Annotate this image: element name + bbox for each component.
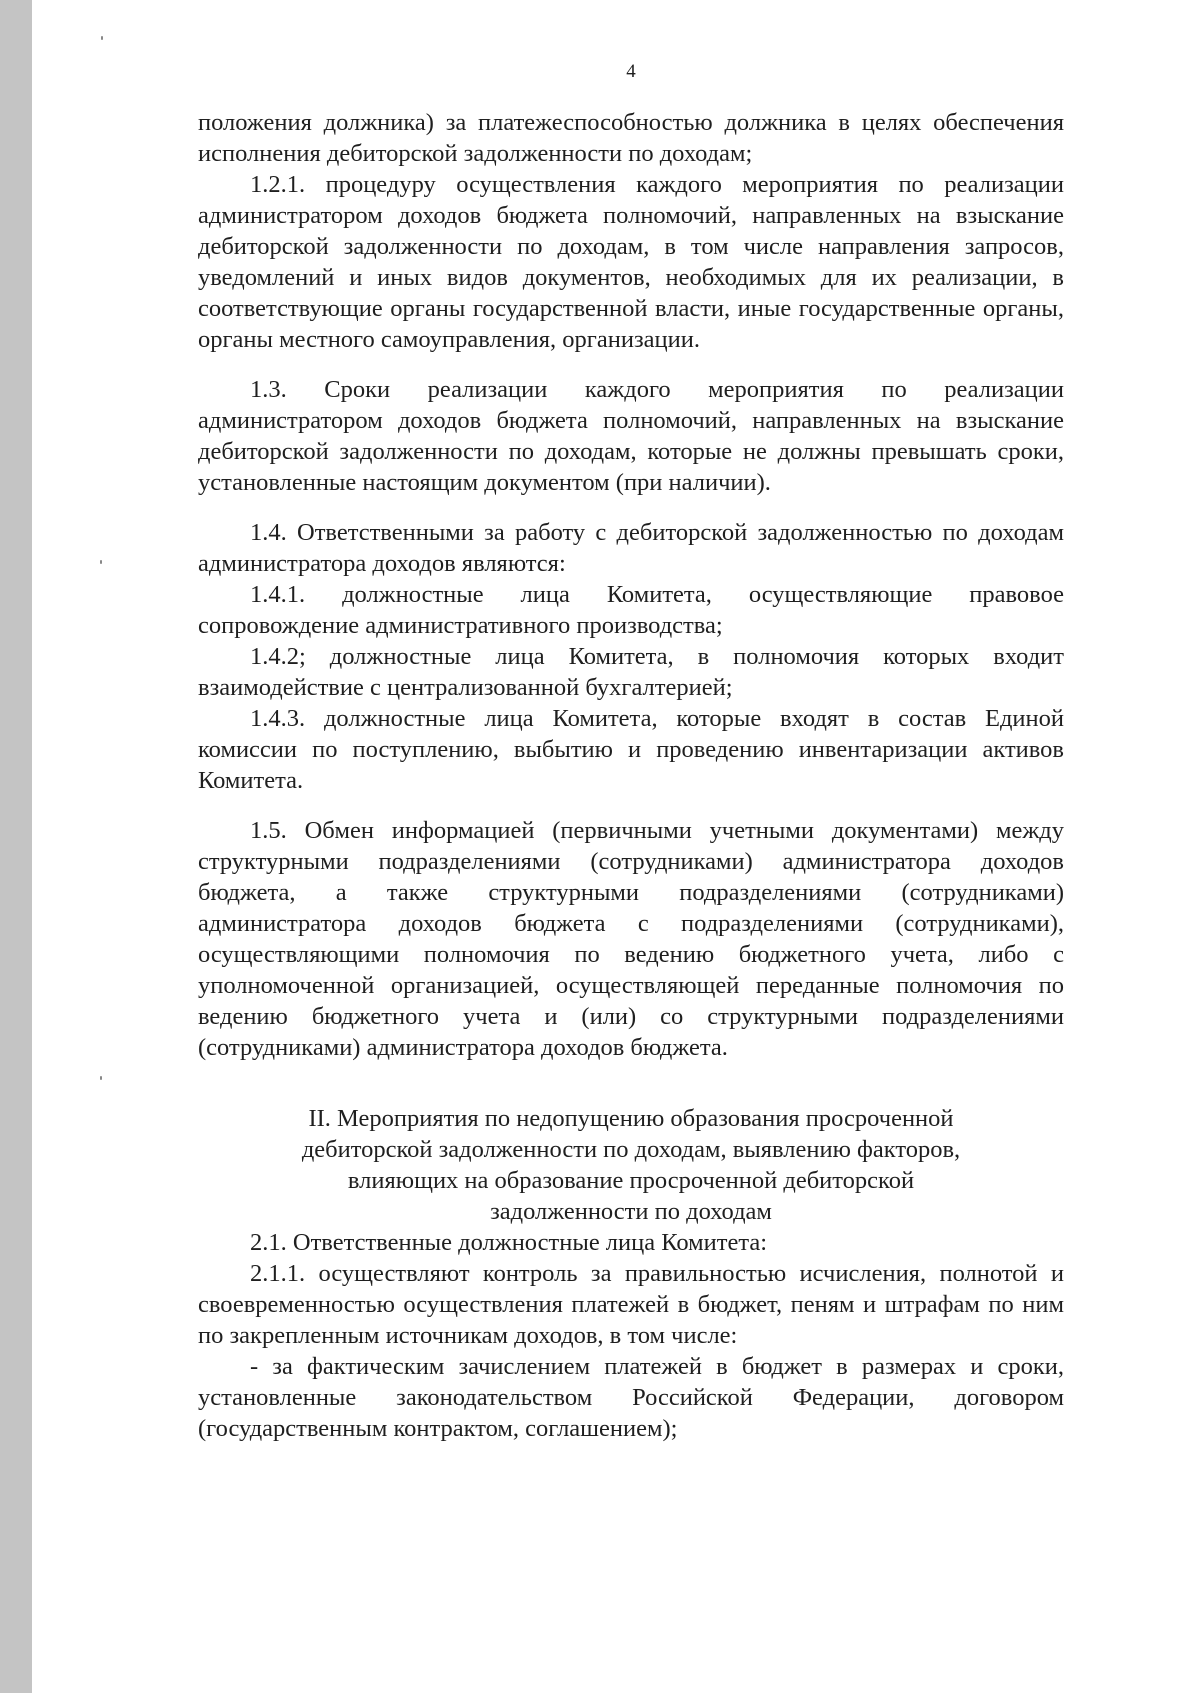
- paragraph: 1.3. Сроки реализации каждого мероприятия по реализации администратором доходов бюджета полномочий, направленных на взыскание дебиторской задолженности по доходам, которые не должны превышать сроки, установленные настоящим документом (при наличии).: [198, 376, 1064, 496]
- paragraph: положения должника) за платежеспособностью должника в целях обеспечения исполнения дебиторской задолженности по доходам;: [198, 109, 1064, 167]
- paragraph: 1.5. Обмен информацией (первичными учетными документами) между структурными подразделениями (сотрудниками) администратора доходов бюджета, а также структурными подразделениями (сотрудниками) администратора доходов бюджета с подразделениями (сотрудниками), осуществляющими полномочия по ведению бюджетного учета, либо с уполномоченной организацией, осуществляющей переданные полномочия по ведению бюджетного учета и (или) со структурными подразделениями (сотрудниками) администратора доходов бюджета.: [198, 817, 1064, 1061]
- section-heading-line: влияющих на образование просроченной дебиторской: [347, 1167, 915, 1194]
- paragraph: 1.2.1. процедуру осуществления каждого мероприятия по реализации администратором доходов бюджета полномочий, направленных на взыскание дебиторской задолженности по доходам, в том числе направления запросов, уведомлений и иных видов документов, необходимых для их реализации, в соответствующие органы государственной власти, иные государственные органы, органы местного самоуправления, организации.: [198, 171, 1064, 353]
- scan-margin-strip: [0, 0, 32, 1693]
- section-heading-line: дебиторской задолженности по доходам, выявлению факторов,: [301, 1136, 961, 1163]
- paragraphs-before-section: [198, 107, 1064, 1063]
- paragraph: 1.4.1. должностные лица Комитета, осуществляющие правовое сопровождение административного производства;: [198, 581, 1064, 639]
- section-heading-line: II. Мероприятия по недопущению образования просроченной: [308, 1105, 954, 1132]
- scan-speck: [101, 36, 103, 40]
- paragraph: 2.1. Ответственные должностные лица Комитета:: [250, 1229, 768, 1256]
- page-number: 4: [626, 61, 636, 82]
- scan-speck: [100, 1076, 102, 1080]
- document-body: [198, 107, 1064, 1444]
- paragraph: 1.4.2; должностные лица Комитета, в полномочия которых входит взаимодействие с централизованной бухгалтерией;: [198, 643, 1064, 701]
- section-heading-line: задолженности по доходам: [490, 1198, 772, 1225]
- paragraph: 1.4.3. должностные лица Комитета, которые входят в состав Единой комиссии по поступлению, выбытию и проведению инвентаризации активов Комитета.: [198, 705, 1064, 794]
- section-heading: [198, 1103, 1064, 1227]
- paragraphs-after-section: [198, 1227, 1064, 1444]
- paragraph: - за фактическим зачислением платежей в бюджет в размерах и сроки, установленные законодательством Российской Федерации, договором (государственным контрактом, соглашением);: [198, 1353, 1064, 1442]
- paragraph: 2.1.1. осуществляют контроль за правильностью исчисления, полнотой и своевременностью осуществления платежей в бюджет, пеням и штрафам по ним по закрепленным источникам доходов, в том числе:: [198, 1260, 1064, 1349]
- paragraph: 1.4. Ответственными за работу с дебиторской задолженностью по доходам администратора доходов являются:: [198, 519, 1064, 577]
- scan-speck: [100, 560, 102, 564]
